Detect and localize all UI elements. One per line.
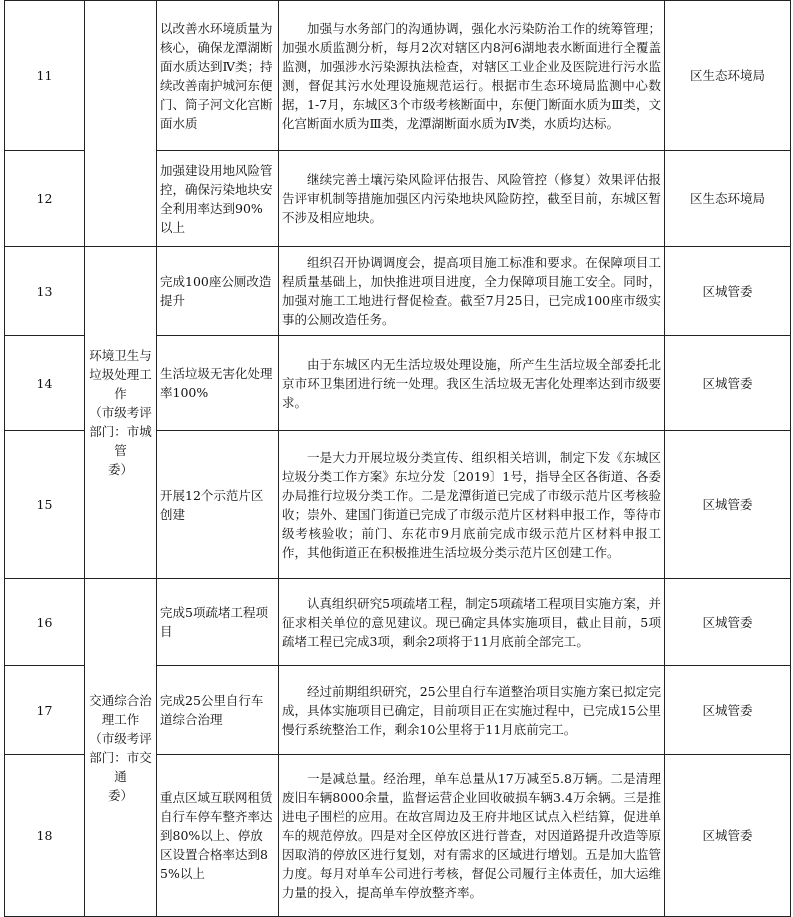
category-line: 作	[114, 386, 127, 401]
row-number: 16	[5, 579, 85, 666]
category-line: 理工作	[101, 711, 140, 727]
table-row	[5, 247, 791, 336]
progress-cell: 组织召开协调调度会，提高项目施工标准和要求。在保障项目工程质量基础上，加快推进项目进度，全力保障项目施工安全。同时，加强对施工工地进行督促检查。截至7月25日，已完成100座市级实事的公厕改造任务。	[279, 247, 665, 336]
progress-cell: 由于东城区内无生活垃圾处理设施，所产生生活垃圾全部委托北京市环卫集团进行统一处理。我区生活垃圾无害化处理率达到市级要求。	[279, 336, 665, 431]
table-row	[5, 1, 791, 151]
progress-cell: 经过前期组织研究，25公里自行车道整治项目实施方案已拟定完成，具体实施项目已确定，目前项目正在实施过程中，已完成15公里慢行系统整治工作，剩余10公里将于11月底前完工。	[279, 666, 665, 755]
task-cell: 完成100座公厕改造提升	[157, 247, 279, 336]
row-number: 14	[5, 336, 85, 431]
work-progress-table	[4, 0, 791, 917]
department-cell: 区生态环境局	[665, 151, 791, 247]
category-line: 委）	[107, 787, 133, 803]
table-row	[5, 579, 791, 666]
category-cell-traffic	[85, 579, 157, 917]
category-cell-env-sanitation	[85, 247, 157, 579]
category-cell-env-protection	[85, 1, 157, 247]
category-line: 环境卫生与	[89, 348, 152, 363]
department-cell: 区城管委	[665, 579, 791, 666]
task-cell: 加强建设用地风险管控，确保污染地块安全利用率达到90%以上	[157, 151, 279, 247]
category-line: 交通综合治	[89, 692, 152, 708]
category-line: 垃圾处理工	[89, 367, 152, 382]
category-line: 部门：市城管	[89, 424, 152, 458]
task-cell: 完成5项疏堵工程项目	[157, 579, 279, 666]
department-cell: 区城管委	[665, 431, 791, 579]
progress-cell: 一是大力开展垃圾分类宣传、组织相关培训，制定下发《东城区垃圾分类工作方案》东垃分发〔2019〕1号，指导全区各街道、各委办局推行垃圾分类工作。二是龙潭街道已完成了市级示范片区考核验收；崇外、建国门街道已完成了市级示范片区材料申报工作，等待市级考核验收；前门、东花市9月底前完成市级示范片区材料申报工作，其他街道正在积极推进生活垃圾分类示范片区创建工作。	[279, 431, 665, 579]
category-line: （市级考评	[89, 730, 152, 746]
progress-cell: 一是减总量。经治理，单车总量从17万减至5.8万辆。二是清理废旧车辆8000余量，监督运营企业回收破损车辆3.4万余辆。三是推进电子围栏的应用。在故宫周边及王府井地区试点入栏结算，促进单车的规范停放。四是对全区停放区进行普查，对因道路提升改造等原因取消的停放区进行复划，对有需求的区域进行增划。五是加大监管力度。每月对单车公司进行考核，督促公司履行主体责任，加大运维力量的投入，提高单车停放整齐率。	[279, 755, 665, 917]
task-cell: 开展12个示范片区创建	[157, 431, 279, 579]
row-number: 15	[5, 431, 85, 579]
department-cell: 区城管委	[665, 755, 791, 917]
row-number: 18	[5, 755, 85, 917]
category-line: 委）	[107, 462, 133, 477]
row-number: 13	[5, 247, 85, 336]
row-number: 11	[5, 1, 85, 151]
progress-cell: 继续完善土壤污染风险评估报告、风险管控（修复）效果评估报告评审机制等措施加强区内污染地块风险防控，截至目前，东城区暂不涉及相应地块。	[279, 151, 665, 247]
department-cell: 区城管委	[665, 666, 791, 755]
task-cell: 以改善水环境质量为核心，确保龙潭湖断面水质达到Ⅳ类；持续改善南护城河东便门、筒子河文化宫断面水质	[157, 1, 279, 151]
task-cell: 完成25公里自行车道综合治理	[157, 666, 279, 755]
department-cell: 区城管委	[665, 336, 791, 431]
row-number: 17	[5, 666, 85, 755]
task-cell: 生活垃圾无害化处理率100%	[157, 336, 279, 431]
category-line: 部门：市交通	[89, 749, 152, 784]
task-cell: 重点区域互联网租赁自行车停车整齐率达到80%以上、停放区设置合格率达到85%以上	[157, 755, 279, 917]
row-number: 12	[5, 151, 85, 247]
category-line: （市级考评	[89, 405, 152, 420]
department-cell: 区生态环境局	[665, 1, 791, 151]
progress-cell: 加强与水务部门的沟通协调，强化水污染防治工作的统筹管理；加强水质监测分析，每月2次对辖区内8河6湖地表水断面进行全覆盖监测，加强涉水污染源执法检查，对辖区工业企业及医院进行污水监测，督促其污水处理设施规范运行。根据市生态环境局监测中心数据，1-7月，东城区3个市级考核断面中，东便门断面水质为Ⅲ类，文化宫断面水质为Ⅲ类，龙潭湖断面水质为Ⅳ类，水质均达标。	[279, 1, 665, 151]
progress-cell: 认真组织研究5项疏堵工程，制定5项疏堵工程项目实施方案，并征求相关单位的意见建议。现已确定具体实施项目，截止目前，5项疏堵工程已完成3项，剩余2项将于11月底前全部完工。	[279, 579, 665, 666]
department-cell: 区城管委	[665, 247, 791, 336]
